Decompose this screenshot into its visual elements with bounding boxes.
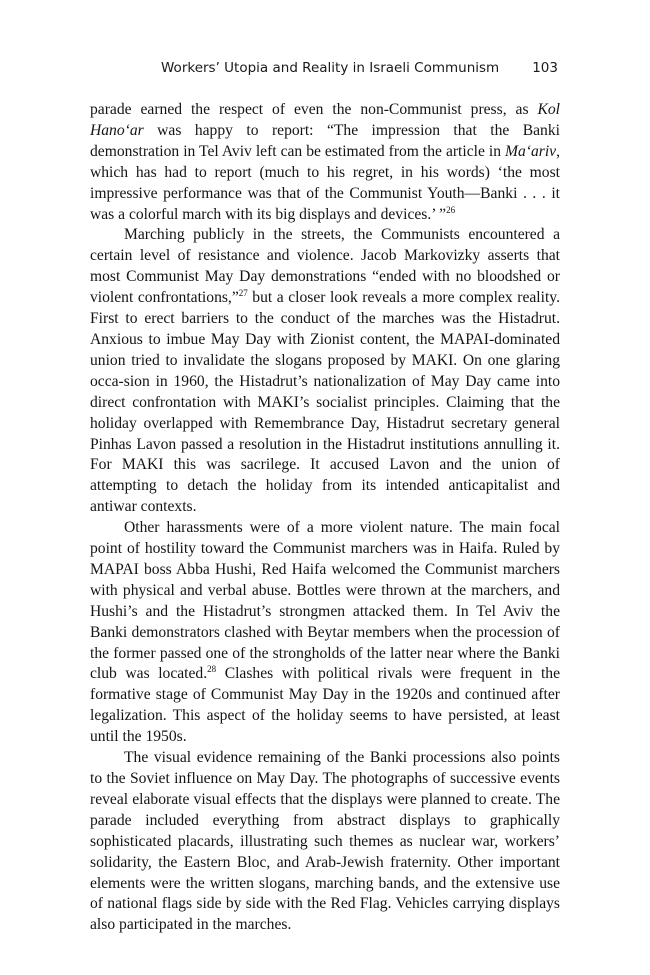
italic-title: Kol Hanoʻar [90, 101, 560, 139]
footnote-marker: 28 [207, 664, 217, 675]
body-text [90, 100, 560, 936]
text-run: but a closer look reveals a more complex reality. First to erect barriers to the conduct of the marches was the Histadrut. Anxious to imbue May Day with Zionist content, the MAPAI-dominated union tried to invalidate the slogans proposed by MAKI. On one glaring occa-sion in 1960, the Histadrut’s nationalization of May Day came into direct confrontation with MAKI’s socialist principles. Claiming that the holiday overlapped with Remembrance Day, Histadrut secretary general Pinhas Lavon passed a resolution in the Histadrut institutions annulling it. For MAKI this was sacrilege. It accused Lavon and the union of attempting to detach the holiday from its intended anticapitalist and antiwar contexts. [90, 289, 560, 516]
text-run: Marching publicly in the streets, the Communists encountered a certain level of resistance and violence. Jacob Markovizky asserts that most Communist May Day demonstrations “ended with no bloodshed or violent confrontations,” [90, 226, 560, 307]
text-run: , which has had to report (much to his regret, in his words) ‘the most impressive performance was that of the Communist Youth—Banki . . . it was a colorful march with its big displays and devices.’ ” [90, 142, 560, 223]
text-run: Clashes with political rivals were frequent in the formative stage of Communist May Day in the 1920s and continued after legalization. This aspect of the holiday seems to have persisted, at least until the 1950s. [90, 665, 560, 746]
body-paragraph [90, 518, 560, 748]
italic-title: Maʻariv [504, 142, 557, 160]
running-head [90, 60, 560, 82]
body-paragraph [90, 100, 560, 225]
footnote-marker: 27 [238, 287, 248, 298]
text-run: The visual evidence remaining of the Banki processions also points to the Soviet influence on May Day. The photographs of successive events reveal elaborate visual effects that the displays were planned to create. The parade included everything from abstract displays to graphically sophisticated placards, illustrating such themes as nuclear war, workers’ solidarity, the Eastern Bloc, and Arab-Jewish fraternity. Other important elements were the written slogans, marching bands, and the extensive use of national flags side by side with the Red Flag. Vehicles carrying displays also participated in the marches. [90, 749, 560, 934]
page-number: 103 [532, 60, 558, 76]
text-run: parade earned the respect of even the non-Communist press, as [90, 101, 538, 118]
text-run: was happy to report: “The impression that the Banki demonstration in Tel Aviv left can be estimated from the article in [90, 121, 560, 160]
body-paragraph [90, 748, 560, 936]
footnote-marker: 26 [446, 204, 456, 215]
running-title: Workers’ Utopia and Reality in Israeli Communism [161, 60, 500, 76]
text-run: Other harassments were of a more violent nature. The main focal point of hostility toward the Communist marchers was in Haifa. Ruled by MAPAI boss Abba Hushi, Red Haifa welcomed the Communist marchers with physical and verbal abuse. Bottles were thrown at the marchers, and Hushi’s and the Histadrut’s strongmen attacked them. In Tel Aviv the Banki demonstrators clashed with Beytar members when the procession of the former passed one of the strongholds of the latter near where the Banki club was located. [90, 519, 560, 683]
body-paragraph [90, 225, 560, 518]
